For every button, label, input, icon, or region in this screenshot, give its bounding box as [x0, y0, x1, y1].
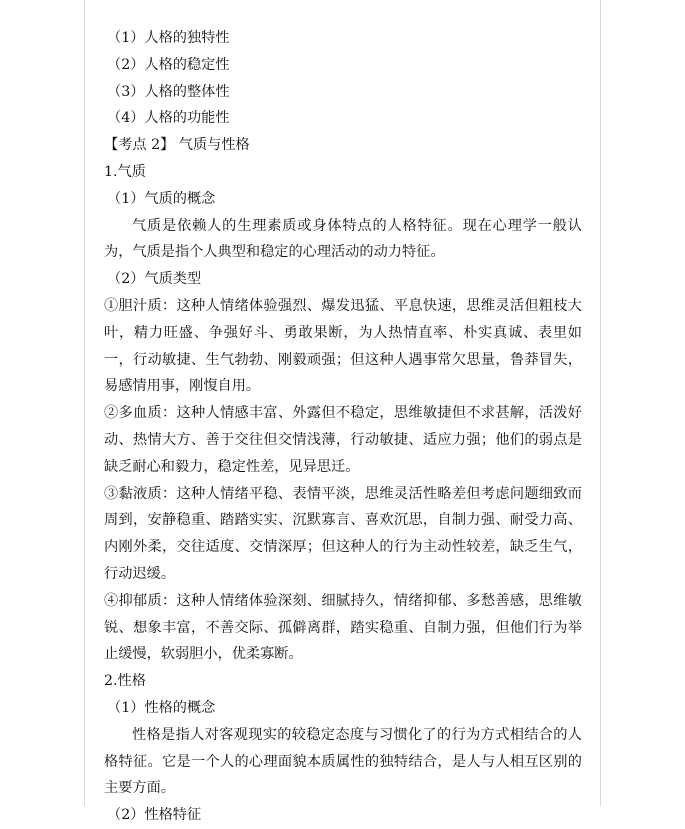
- section-heading-exam-point-2: 【考点 2】 气质与性格: [104, 137, 250, 154]
- sub-heading-character-traits: （2）性格特征: [107, 807, 202, 824]
- paragraph-phlegmatic: ③黏液质：这种人情绪平稳、表情平淡，思维灵活性略差但考虑问题细致而周到，安静稳重、踏踏实实、沉默寡言、喜欢沉思，自制力强、耐受力高、内刚外柔，交往适度、交情深厚；但这种人的行为主动性较差，缺乏生气，行动迟缓。: [104, 485, 582, 582]
- list-item-personality-uniqueness: （1）人格的独特性: [107, 30, 230, 46]
- sub-heading-temperament-concept: （1）气质的概念: [107, 190, 216, 207]
- paragraph-character-definition: 性格是指人对客观现实的较稳定态度与习惯化了的行为方式相结合的人格特征。它是一个人的心理面貌本质属性的独特结合，是人与人相互区别的主要方面。: [104, 726, 582, 797]
- sub-heading-temperament-types: （2）气质类型: [107, 271, 202, 288]
- page-margin-right-border: [600, 0, 601, 806]
- list-item-personality-stability: （2）人格的稳定性: [107, 56, 230, 73]
- subsection-heading-temperament: 1.气质: [104, 163, 146, 180]
- page-margin-left-border: [84, 0, 85, 806]
- paragraph-sanguine: ②多血质：这种人情感丰富、外露但不稳定，思维敏捷但不求甚解，活泼好动、热情大方、善于交往但交情浅薄，行动敏捷、适应力强；他们的弱点是缺乏耐心和毅力，稳定性差，见异思迁。: [104, 405, 582, 475]
- subsection-heading-character: 2.性格: [104, 673, 146, 690]
- paragraph-temperament-definition: 气质是依赖人的生理素质或身体特点的人格特征。现在心理学一般认为，气质是指个人典型和稳定的心理活动的动力特征。: [104, 217, 582, 261]
- list-item-personality-integrity: （3）人格的整体性: [107, 83, 230, 100]
- sub-heading-character-concept: （1）性格的概念: [107, 699, 216, 716]
- document-body: [104, 25, 582, 829]
- list-item-personality-function: （4）人格的功能性: [107, 110, 230, 127]
- paragraph-choleric: ①胆汁质：这种人情绪体验强烈、爆发迅猛、平息快速，思维灵活但粗枝大叶，精力旺盛、争强好斗、勇敢果断，为人热情直率、朴实真诚、表里如一，行动敏捷、生气勃勃、刚毅顽强；但这种人遇事常欠思量，鲁莽冒失，易感情用事，刚愎自用。: [104, 297, 582, 395]
- paragraph-melancholic: ④抑郁质：这种人情绪体验深刻、细腻持久，情绪抑郁、多愁善感，思维敏锐、想象丰富，不善交际、孤僻离群，踏实稳重、自制力强，但他们行为举止缓慢，软弱胆小，优柔寡断。: [104, 592, 582, 663]
